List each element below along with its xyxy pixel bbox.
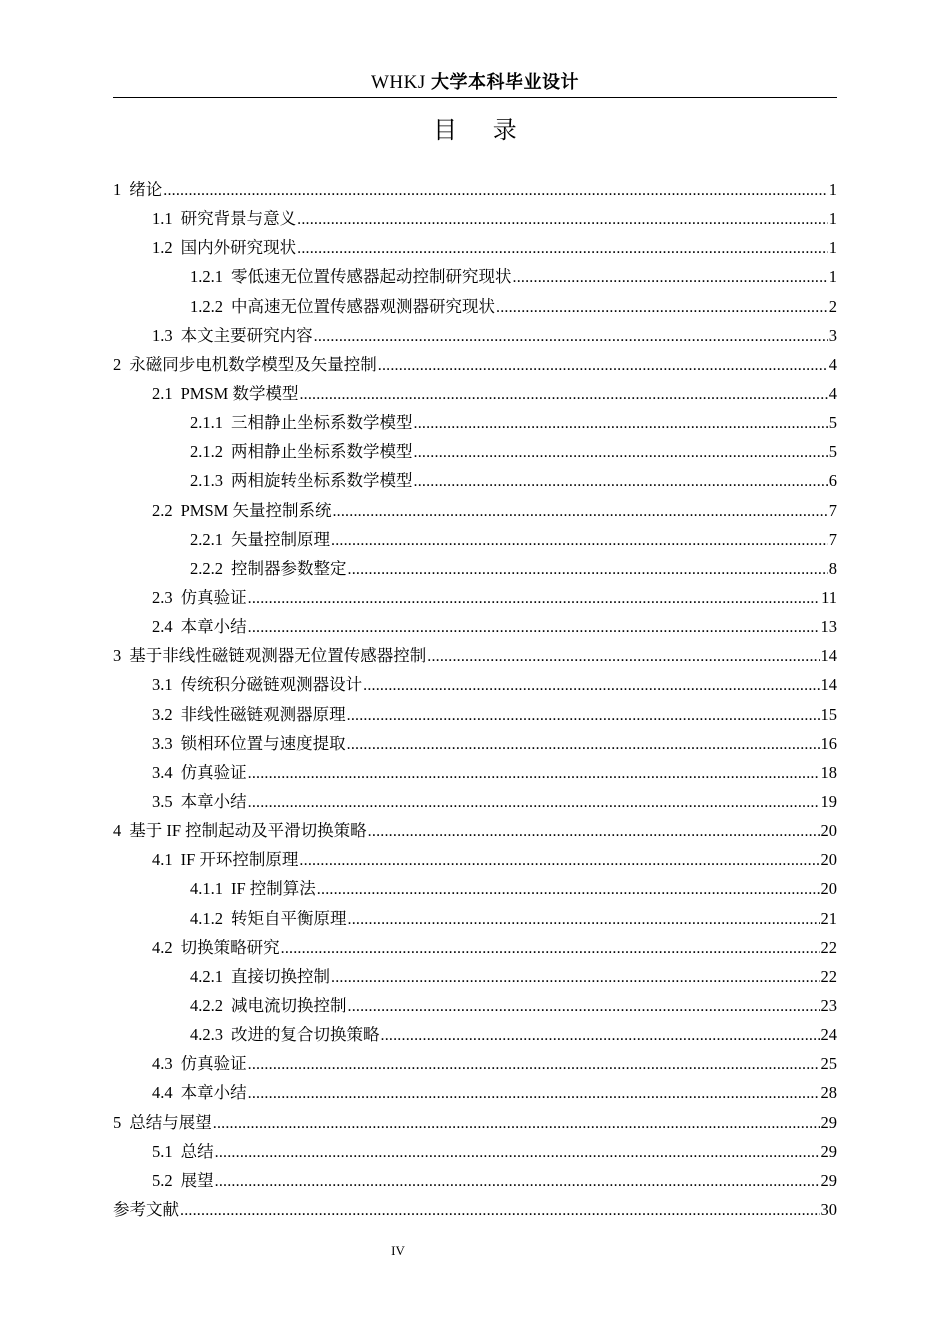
toc-entry-label: 锁相环位置与速度提取 xyxy=(180,733,346,753)
toc-entry-number: 3.1 xyxy=(152,675,173,695)
toc-entry-page: 15 xyxy=(820,704,837,724)
toc-dot-leader xyxy=(248,1079,820,1108)
toc-entry[interactable] xyxy=(113,437,837,466)
toc-entry-number: 2.2.2 xyxy=(190,558,223,578)
toc-entry-label: PMSM 数学模型 xyxy=(180,383,299,403)
toc-entry-label: 矢量控制原理 xyxy=(231,529,330,549)
toc-entry-number: 1.3 xyxy=(152,325,173,345)
toc-entry-number: 4.1.2 xyxy=(190,908,223,928)
toc-entry-page: 28 xyxy=(820,1083,837,1103)
toc-entry-label: 永磁同步电机数学模型及矢量控制 xyxy=(129,354,377,374)
toc-entry-page: 1 xyxy=(828,267,837,287)
toc-entry[interactable] xyxy=(113,583,837,612)
toc-entry-label: 总结与展望 xyxy=(129,1112,212,1132)
toc-entry-label: 研究背景与意义 xyxy=(180,209,297,229)
toc-entry-page: 16 xyxy=(820,733,837,753)
toc-entry-label: 仿真验证 xyxy=(180,1054,247,1074)
toc-entry[interactable] xyxy=(113,525,837,554)
toc-entry-number: 2.2 xyxy=(152,500,173,520)
table-of-contents xyxy=(113,175,837,1224)
toc-entry-number: 4.3 xyxy=(152,1054,173,1074)
toc-entry-page: 30 xyxy=(820,1199,837,1219)
toc-entry-page: 1 xyxy=(828,238,837,258)
toc-entry[interactable] xyxy=(113,1078,837,1107)
toc-entry[interactable] xyxy=(113,729,837,758)
toc-entry-label: 总结 xyxy=(180,1141,214,1161)
toc-entry-page: 2 xyxy=(828,296,837,316)
toc-entry-page: 20 xyxy=(820,850,837,870)
toc-dot-leader xyxy=(317,875,820,904)
toc-entry[interactable] xyxy=(113,1108,837,1137)
toc-entry[interactable] xyxy=(113,204,837,233)
toc-entry-page: 20 xyxy=(820,821,837,841)
toc-entry[interactable] xyxy=(113,962,837,991)
toc-entry-label: 改进的复合切换策略 xyxy=(231,1025,380,1045)
toc-entry-label: 转矩自平衡原理 xyxy=(231,908,347,928)
toc-entry-label: 仿真验证 xyxy=(180,762,247,782)
toc-entry-label: 传统积分磁链观测器设计 xyxy=(180,675,363,695)
toc-entry-label: 本章小结 xyxy=(180,791,247,811)
toc-entry-label: 基于非线性磁链观测器无位置传感器控制 xyxy=(129,646,427,666)
toc-entry[interactable] xyxy=(113,787,837,816)
toc-entry-label: 零低速无位置传感器起动控制研究现状 xyxy=(231,267,512,287)
toc-entry-label: 本章小结 xyxy=(180,1083,247,1103)
toc-dot-leader xyxy=(347,701,820,730)
toc-entry[interactable] xyxy=(113,904,837,933)
toc-dot-leader xyxy=(299,846,819,875)
toc-entry-number: 4.2 xyxy=(152,937,173,957)
toc-entry[interactable] xyxy=(113,1166,837,1195)
footer-page-number: IV xyxy=(391,1243,405,1258)
toc-entry[interactable] xyxy=(113,1020,837,1049)
toc-entry-page: 22 xyxy=(820,937,837,957)
toc-dot-leader xyxy=(348,905,820,934)
toc-entry-label: 国内外研究现状 xyxy=(180,238,297,258)
toc-entry-number: 2.3 xyxy=(152,587,173,607)
toc-entry-number: 2.1 xyxy=(152,383,173,403)
toc-dot-leader xyxy=(378,351,828,380)
toc-entry-label: 控制器参数整定 xyxy=(231,558,347,578)
toc-dot-leader xyxy=(215,1167,820,1196)
toc-entry-page: 25 xyxy=(820,1054,837,1074)
toc-entry[interactable] xyxy=(113,466,837,495)
toc-dot-leader xyxy=(180,1196,820,1225)
toc-entry[interactable] xyxy=(113,292,837,321)
toc-entry-page: 23 xyxy=(820,995,837,1015)
toc-dot-leader xyxy=(381,1021,820,1050)
toc-entry-number: 2.1.1 xyxy=(190,413,223,433)
toc-entry-number: 3.4 xyxy=(152,762,173,782)
toc-entry[interactable] xyxy=(113,1137,837,1166)
header-prefix: WHKJ xyxy=(370,72,426,93)
toc-entry-page: 29 xyxy=(820,1112,837,1132)
toc-entry-page: 24 xyxy=(820,1025,837,1045)
toc-entry-number: 5 xyxy=(113,1112,122,1132)
toc-entry-page: 7 xyxy=(828,500,837,520)
toc-dot-leader xyxy=(299,380,827,409)
toc-entry[interactable] xyxy=(113,612,837,641)
toc-entry-number: 4.1.1 xyxy=(190,879,223,899)
toc-entry-label: 绪论 xyxy=(129,180,163,199)
toc-entry-label: 本章小结 xyxy=(180,617,247,637)
toc-dot-leader xyxy=(368,817,820,846)
toc-dot-leader xyxy=(248,613,820,642)
toc-dot-leader xyxy=(348,555,828,584)
toc-entry-page: 18 xyxy=(820,762,837,782)
toc-title: 目 录 xyxy=(433,116,531,144)
toc-dot-leader xyxy=(163,176,828,205)
toc-entry-page: 6 xyxy=(828,471,837,491)
toc-dot-leader xyxy=(363,671,819,700)
toc-dot-leader xyxy=(331,963,820,992)
toc-entry-label: 参考文献 xyxy=(113,1199,179,1219)
toc-entry[interactable] xyxy=(113,262,837,291)
toc-entry-label: 减电流切换控制 xyxy=(231,995,347,1015)
toc-entry-page: 4 xyxy=(828,383,837,403)
toc-entry[interactable] xyxy=(113,991,837,1020)
toc-entry[interactable] xyxy=(113,408,837,437)
toc-entry-number: 5.2 xyxy=(152,1170,173,1190)
toc-entry-label: PMSM 矢量控制系统 xyxy=(180,500,332,520)
toc-entry-page: 5 xyxy=(828,413,837,433)
toc-entry-page: 14 xyxy=(820,646,837,666)
toc-entry-page: 3 xyxy=(828,325,837,345)
toc-entry-number: 1.2.1 xyxy=(190,267,223,287)
toc-dot-leader xyxy=(281,934,820,963)
toc-dot-leader xyxy=(331,526,828,555)
toc-entry-number: 2.1.3 xyxy=(190,471,223,491)
toc-dot-leader xyxy=(248,759,820,788)
toc-entry-page: 1 xyxy=(828,209,837,229)
toc-entry-number: 4.2.3 xyxy=(190,1025,223,1045)
toc-entry[interactable] xyxy=(113,1049,837,1078)
toc-dot-leader xyxy=(414,409,828,438)
toc-entry-page: 1 xyxy=(828,180,837,199)
toc-entry-label: 基于 IF 控制起动及平滑切换策略 xyxy=(129,821,367,841)
toc-entry-label: 切换策略研究 xyxy=(180,937,280,957)
toc-entry-page: 5 xyxy=(828,442,837,462)
toc-dot-leader xyxy=(297,205,828,234)
toc-entry-page: 29 xyxy=(820,1170,837,1190)
toc-entry[interactable] xyxy=(113,350,837,379)
toc-dot-leader xyxy=(248,1050,820,1079)
toc-entry[interactable] xyxy=(113,700,837,729)
toc-dot-leader xyxy=(332,497,827,526)
toc-entry-page: 13 xyxy=(820,617,837,637)
toc-entry[interactable] xyxy=(113,816,837,845)
toc-dot-leader xyxy=(513,263,828,292)
toc-entry[interactable] xyxy=(113,554,837,583)
toc-entry-page: 19 xyxy=(820,791,837,811)
toc-entry[interactable] xyxy=(113,933,837,962)
toc-entry-number: 2 xyxy=(113,354,122,374)
toc-dot-leader xyxy=(213,1109,820,1138)
toc-entry-page: 11 xyxy=(821,587,837,607)
toc-entry[interactable] xyxy=(113,1195,837,1224)
toc-entry[interactable] xyxy=(113,670,837,699)
toc-entry-page: 14 xyxy=(820,675,837,695)
toc-entry-page: 21 xyxy=(820,908,837,928)
toc-entry-page: 22 xyxy=(820,966,837,986)
toc-entry-page: 8 xyxy=(828,558,837,578)
toc-entry-number: 4.2.2 xyxy=(190,995,223,1015)
toc-dot-leader xyxy=(248,584,820,613)
toc-entry[interactable] xyxy=(113,874,837,903)
toc-entry-label: 两相静止坐标系数学模型 xyxy=(231,442,413,462)
toc-dot-leader xyxy=(496,293,828,322)
toc-entry-number: 1 xyxy=(113,180,122,199)
running-header xyxy=(113,70,837,96)
toc-dot-leader xyxy=(427,642,819,671)
toc-entry[interactable] xyxy=(113,233,837,262)
toc-dot-leader xyxy=(347,730,820,759)
toc-entry-page: 7 xyxy=(828,529,837,549)
toc-entry-number: 1.2.2 xyxy=(190,296,223,316)
toc-dot-leader xyxy=(297,234,828,263)
toc-entry[interactable] xyxy=(113,321,837,350)
toc-entry[interactable] xyxy=(113,379,837,408)
toc-entry[interactable] xyxy=(113,641,837,670)
header-university: 大学本科毕业设计 xyxy=(431,72,580,93)
toc-entry-number: 4.1 xyxy=(152,850,173,870)
toc-entry-number: 4.2.1 xyxy=(190,966,223,986)
toc-entry-number: 4 xyxy=(113,821,122,841)
toc-entry-number: 3 xyxy=(113,646,122,666)
toc-dot-leader xyxy=(248,788,820,817)
toc-entry-label: IF 控制算法 xyxy=(231,879,316,899)
header-rule xyxy=(113,97,837,98)
toc-entry-label: 仿真验证 xyxy=(180,587,247,607)
toc-entry-label: IF 开环控制原理 xyxy=(180,850,299,870)
toc-dot-leader xyxy=(414,438,828,467)
toc-dot-leader xyxy=(215,1138,820,1167)
toc-entry-number: 4.4 xyxy=(152,1083,173,1103)
toc-entry-number: 3.3 xyxy=(152,733,173,753)
toc-entry-label: 本文主要研究内容 xyxy=(180,325,313,345)
toc-entry-label: 三相静止坐标系数学模型 xyxy=(231,413,413,433)
toc-entry-label: 展望 xyxy=(180,1170,214,1190)
toc-entry-number: 3.5 xyxy=(152,791,173,811)
toc-entry[interactable] xyxy=(113,758,837,787)
toc-entry[interactable] xyxy=(113,175,837,204)
toc-dot-leader xyxy=(314,322,828,351)
toc-entry-number: 3.2 xyxy=(152,704,173,724)
toc-entry-label: 两相旋转坐标系数学模型 xyxy=(231,471,413,491)
toc-entry[interactable] xyxy=(113,496,837,525)
toc-entry-label: 中高速无位置传感器观测器研究现状 xyxy=(231,296,495,316)
toc-dot-leader xyxy=(348,992,820,1021)
toc-entry-number: 2.4 xyxy=(152,617,173,637)
toc-dot-leader xyxy=(414,467,828,496)
toc-entry-number: 2.2.1 xyxy=(190,529,223,549)
toc-entry-page: 20 xyxy=(820,879,837,899)
toc-entry-number: 1.1 xyxy=(152,209,173,229)
toc-entry[interactable] xyxy=(113,845,837,874)
toc-entry-label: 非线性磁链观测器原理 xyxy=(180,704,346,724)
toc-entry-page: 29 xyxy=(820,1141,837,1161)
toc-entry-number: 2.1.2 xyxy=(190,442,223,462)
toc-entry-label: 直接切换控制 xyxy=(231,966,330,986)
toc-entry-number: 5.1 xyxy=(152,1141,173,1161)
toc-entry-page: 4 xyxy=(828,354,837,374)
toc-entry-number: 1.2 xyxy=(152,238,173,258)
